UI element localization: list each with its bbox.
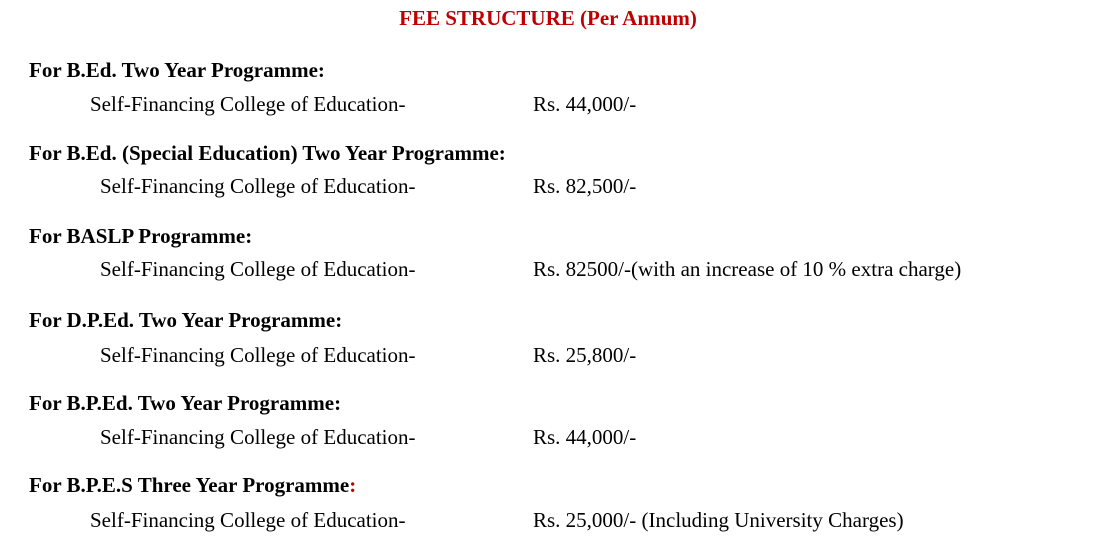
college-label: Self-Financing College of Education-	[100, 343, 416, 367]
fee-value: Rs. 25,800/-	[533, 343, 637, 367]
college-label: Self-Financing College of Education-	[100, 174, 416, 198]
programme-heading-dped: For D.P.Ed. Two Year Programme:	[29, 308, 343, 332]
fee-value: Rs. 44,000/-	[533, 92, 637, 116]
programme-heading-bed: For B.Ed. Two Year Programme:	[29, 58, 325, 82]
programme-heading-bped: For B.P.Ed. Two Year Programme:	[29, 391, 342, 415]
programme-heading-bed-special: For B.Ed. (Special Education) Two Year Programme:	[29, 141, 506, 165]
fee-value: Rs. 25,000/- (Including University Charges)	[533, 508, 904, 532]
programme-heading-baslp: For BASLP Programme:	[29, 224, 253, 248]
programme-heading-colon: :	[349, 473, 357, 497]
fee-value: Rs. 82,500/-	[533, 174, 637, 198]
fee-value: Rs. 82500/-(with an increase of 10 % extra charge)	[533, 257, 962, 281]
page-title: FEE STRUCTURE (Per Annum)	[399, 6, 697, 30]
college-label: Self-Financing College of Education-	[100, 257, 416, 281]
college-label: Self-Financing College of Education-	[100, 425, 416, 449]
programme-heading-bpes	[29, 473, 356, 498]
college-label: Self-Financing College of Education-	[90, 92, 406, 116]
college-label: Self-Financing College of Education-	[90, 508, 406, 532]
programme-heading-text: For B.P.E.S Three Year Programme	[29, 473, 350, 497]
fee-value: Rs. 44,000/-	[533, 425, 637, 449]
